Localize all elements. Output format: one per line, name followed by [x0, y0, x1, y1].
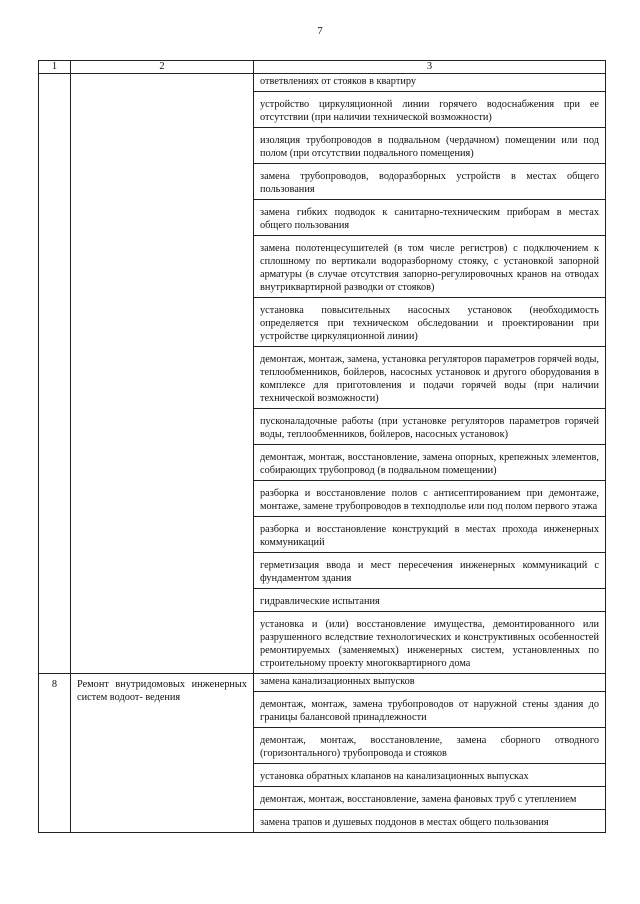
work-item: замена гибких подводок к санитарно-техническим приборам в местах общего пользования	[254, 204, 605, 236]
work-item: устройство циркуляционной линии горячего водоснабжения при ее отсутствии (при наличии технической возможности)	[254, 96, 605, 128]
header-col-2: 2	[71, 61, 254, 74]
work-item: замена полотенцесушителей (в том числе регистров) с подключением к сплошному по вертикали водоразборному стояку, с установкой запорной арматуры (в случае отсутствия запорно-регулировочных кранов на отводах внутриквартирной разводки от стояков)	[254, 240, 605, 298]
works-table	[38, 60, 606, 833]
work-item: разборка и восстановление полов с антисептированием при демонтаже, монтаже, замене трубопроводов в техподполье или под полом первого этажа	[254, 485, 605, 517]
work-item: замена трубопроводов, водоразборных устройств в местах общего пользования	[254, 168, 605, 200]
work-item: герметизация ввода и мест пересечения инженерных коммуникаций с фундаментом здания	[254, 557, 605, 589]
work-item: демонтаж, монтаж, восстановление, замена сборного отводного (горизонтального) трубопровода и стояков	[254, 732, 605, 764]
work-item: демонтаж, монтаж, восстановление, замена опорных, крепежных элементов, собирающих трубопровод (в подвальном помещении)	[254, 449, 605, 481]
work-item: ответвлениях от стояков в квартиру	[254, 74, 605, 92]
work-item: замена канализационных выпусков	[254, 674, 605, 692]
work-item: установка обратных клапанов на канализационных выпусках	[254, 768, 605, 787]
work-item: гидравлические испытания	[254, 593, 605, 612]
work-item: изоляция трубопроводов в подвальном (чердачном) помещении или под полом (при отсутствии подвального помещения)	[254, 132, 605, 164]
table-row-8	[39, 674, 606, 833]
table-row-continuation	[39, 74, 606, 674]
page-number: 7	[317, 25, 323, 37]
work-item: установка и (или) восстановление имущества, демонтированного или разрушенного вследствие технологических и конструктивных особенностей ремонтируемых (заменяемых) инженерных систем, установленных по строительному проекту многоквартирного дома	[260, 619, 599, 669]
row-number	[39, 74, 71, 674]
work-item: пусконаладочные работы (при установке регуляторов параметров горячей воды, теплообменников, бойлеров, насосных установок)	[254, 413, 605, 445]
work-item: демонтаж, монтаж, замена, установка регуляторов параметров горячей воды, теплообменников, бойлеров, насосных установок и другого оборудования в комплексе для приготовления и подачи горячей воды (при наличии технической возможности)	[254, 351, 605, 409]
works-list	[254, 74, 606, 674]
system-name: Ремонт внутридомовых инженерных систем водоот- ведения	[71, 674, 254, 833]
work-item: демонтаж, монтаж, замена трубопроводов от наружной стены здания до границы балансовой принадлежности	[254, 696, 605, 728]
work-item: демонтаж, монтаж, восстановление, замена фановых труб с утеплением	[254, 791, 605, 810]
work-item: разборка и восстановление конструкций в местах прохода инженерных коммуникаций	[254, 521, 605, 553]
work-item: замена трапов и душевых поддонов в местах общего пользования	[260, 817, 549, 828]
works-list	[254, 674, 606, 833]
row-number: 8	[39, 674, 71, 833]
system-name	[71, 74, 254, 674]
work-item: установка повысительных насосных установок (необходимость определяется при техническом обследовании и проектировании при устройстве циркуляционной линии)	[254, 302, 605, 347]
header-col-3: 3	[254, 61, 606, 74]
table-header-row	[39, 61, 606, 74]
header-col-1: 1	[39, 61, 71, 74]
